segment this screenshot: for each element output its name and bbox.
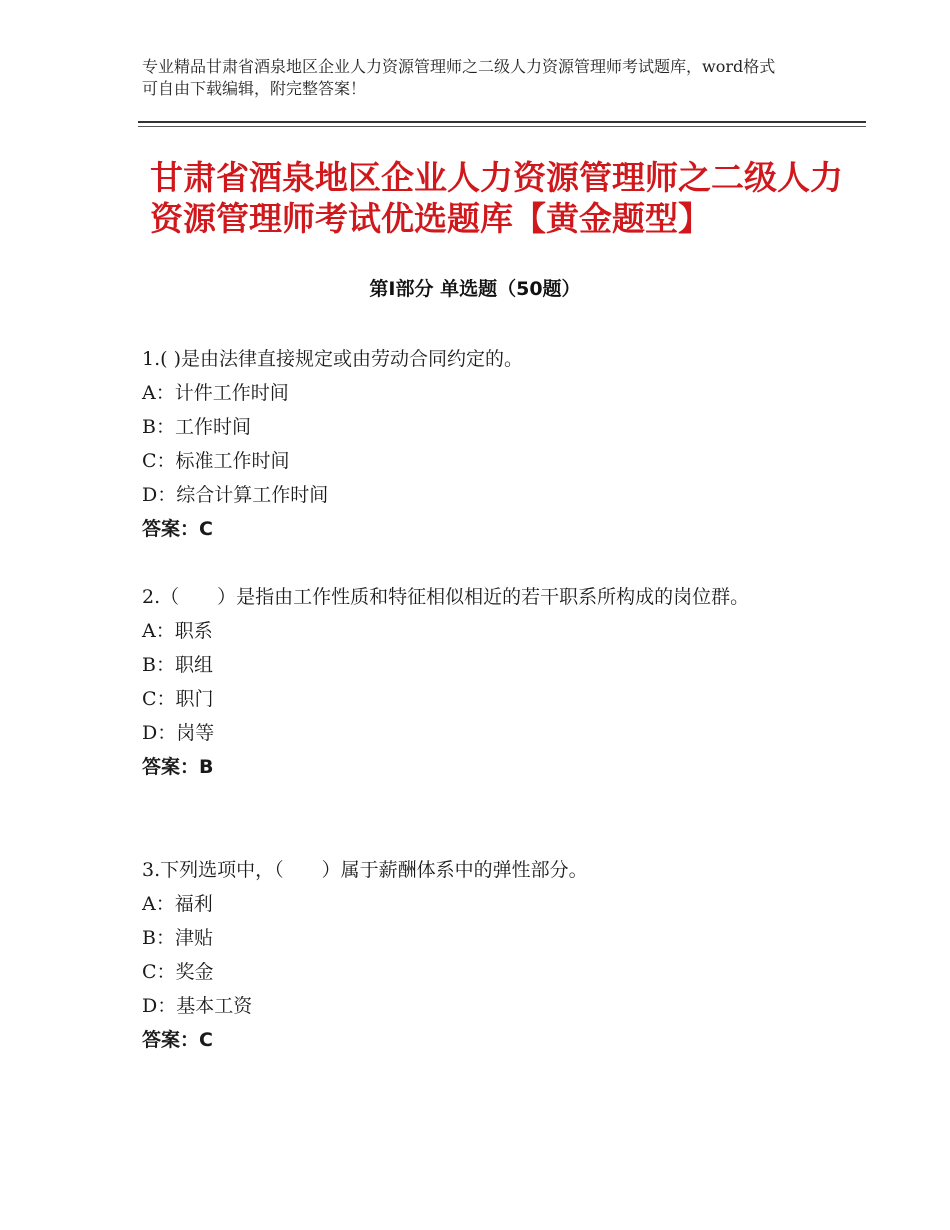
question-stem: 2.（ ）是指由工作性质和特征相似相近的若干职系所构成的岗位群。 [142, 586, 750, 608]
option-b: B：工作时间 [142, 416, 251, 438]
header-rule-thin [138, 126, 866, 127]
answer: 答案：C [142, 518, 213, 540]
option-b: B：职组 [142, 654, 213, 676]
header-rule-thick [138, 121, 866, 123]
option-a: A：福利 [142, 893, 213, 915]
option-a: A：计件工作时间 [142, 382, 289, 404]
question-1 [142, 342, 802, 546]
option-a: A：职系 [142, 620, 213, 642]
option-d: D：岗等 [142, 722, 215, 744]
question-3 [142, 853, 802, 1057]
option-c: C：标准工作时间 [142, 450, 290, 472]
option-b: B：津贴 [142, 927, 213, 949]
header-note: 专业精品甘肃省酒泉地区企业人力资源管理师之二级人力资源管理师考试题库，word格式可自由下载编辑，附完整答案！ [142, 57, 776, 98]
document-title: 甘肃省酒泉地区企业人力资源管理师之二级人力资源管理师考试优选题库【黄金题型】 [150, 158, 843, 238]
question-stem: 3.下列选项中，（ ）属于薪酬体系中的弹性部分。 [142, 859, 588, 881]
answer: 答案：C [142, 1029, 213, 1051]
option-d: D：综合计算工作时间 [142, 484, 329, 506]
question-2 [142, 580, 802, 784]
option-c: C：职门 [142, 688, 214, 710]
option-d: D：基本工资 [142, 995, 253, 1017]
section-title: 第Ⅰ部分 单选题（50题） [369, 278, 581, 300]
answer: 答案：B [142, 756, 214, 778]
question-stem: 1.( )是由法律直接规定或由劳动合同约定的。 [142, 348, 523, 370]
option-c: C：奖金 [142, 961, 214, 983]
